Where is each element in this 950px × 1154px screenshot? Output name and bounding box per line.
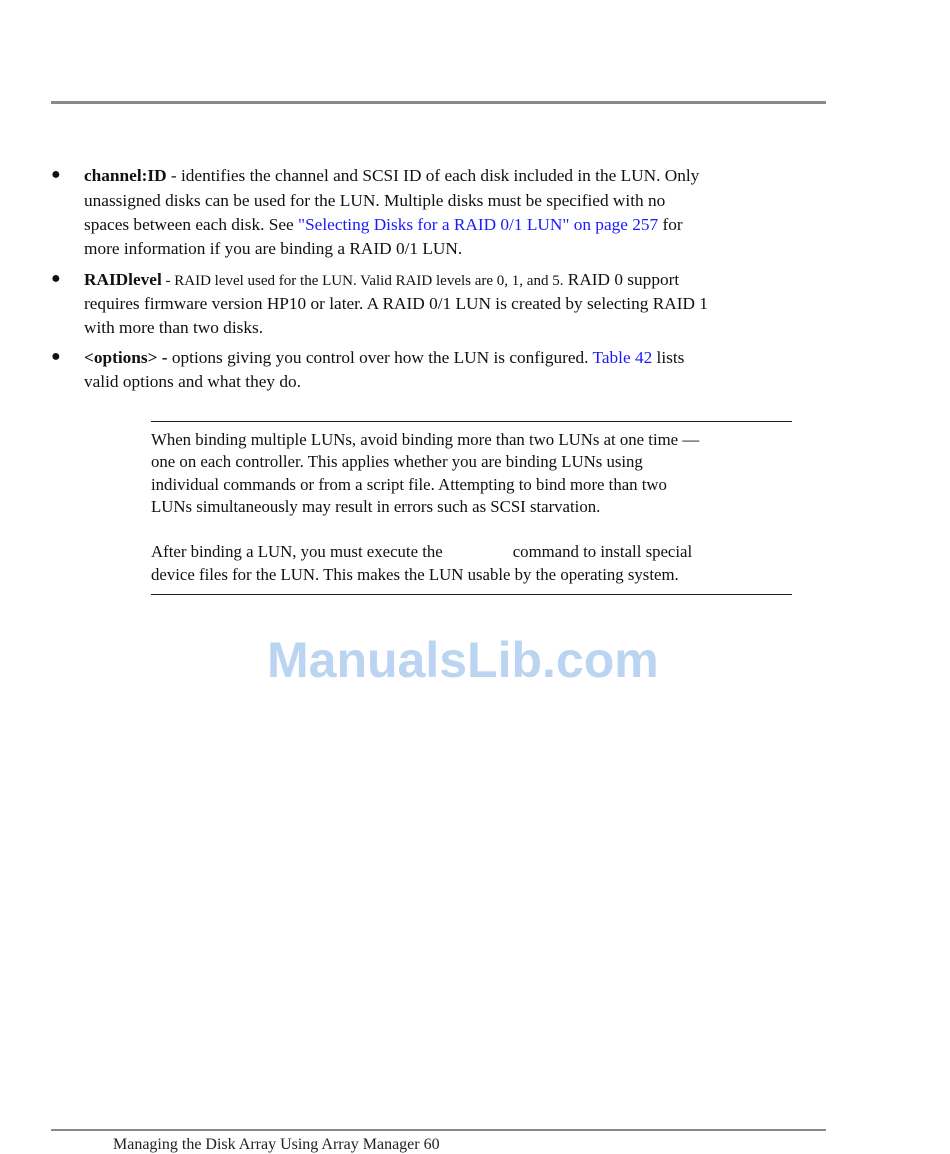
bullet-options-line-2: valid options and what they do. [84,372,301,391]
text: options giving you control over how the LUN is configured. [167,348,593,367]
bullet-options-line-1 [84,348,684,368]
bullet-channel-id-line-3 [84,215,683,235]
bullet-raidlevel-line-3: with more than two disks. [84,318,264,337]
note-line [151,542,692,562]
text: After binding a LUN, you must execute the [151,542,443,561]
note-bottom-rule [151,594,792,595]
bullet-raidlevel-line-1 [84,270,679,291]
bullet-channel-id-line-2: unassigned disks can be used for the LUN. Multiple disks must be specified with no [84,191,666,210]
bullet-icon: ● [51,348,61,365]
bullet-raidlevel-line-2: requires firmware version HP10 or later. A RAID 0/1 LUN is created by selecting RAID 1 [84,294,708,313]
note-line: one on each controller. This applies whether you are binding LUNs using [151,452,643,471]
text: - RAID level used for the LUN. Valid RAID levels are 0, 1, and 5. [161,273,564,289]
text: for [658,215,683,234]
note-line: LUNs simultaneously may result in errors such as SCSI starvation. [151,497,601,516]
footer-rule [51,1129,826,1131]
page-footer: Managing the Disk Array Using Array Manager 60 [113,1136,440,1153]
text: - identifies the channel and SCSI ID of each disk included in the LUN. Only [166,166,700,185]
link-table-42[interactable]: Table 42 [592,348,653,367]
bullet-icon: ● [51,166,61,183]
text: spaces between each disk. See [84,215,299,234]
note-line: individual commands or from a script file. Attempting to bind more than two [151,475,667,494]
bullet-channel-id-line-1 [84,166,699,186]
note-top-rule [151,421,792,422]
watermark: ManualsLib.com [267,632,659,688]
bullet-channel-id-line-4: more information if you are binding a RAID 0/1 LUN. [84,239,463,258]
text: RAID 0 support [563,270,680,289]
text: command to install special [512,542,693,561]
bullet-icon: ● [51,270,61,287]
header-rule [51,101,826,104]
term-raidlevel: RAIDlevel [84,270,162,289]
term-options: <options> - [84,348,168,367]
text: lists [652,348,685,367]
term-channel-id: channel:ID [84,166,167,185]
note-line: When binding multiple LUNs, avoid binding more than two LUNs at one time — [151,430,700,449]
note-line: device files for the LUN. This makes the LUN usable by the operating system. [151,565,679,584]
link-selecting-disks[interactable]: "Selecting Disks for a RAID 0/1 LUN" on page 257 [298,215,659,234]
